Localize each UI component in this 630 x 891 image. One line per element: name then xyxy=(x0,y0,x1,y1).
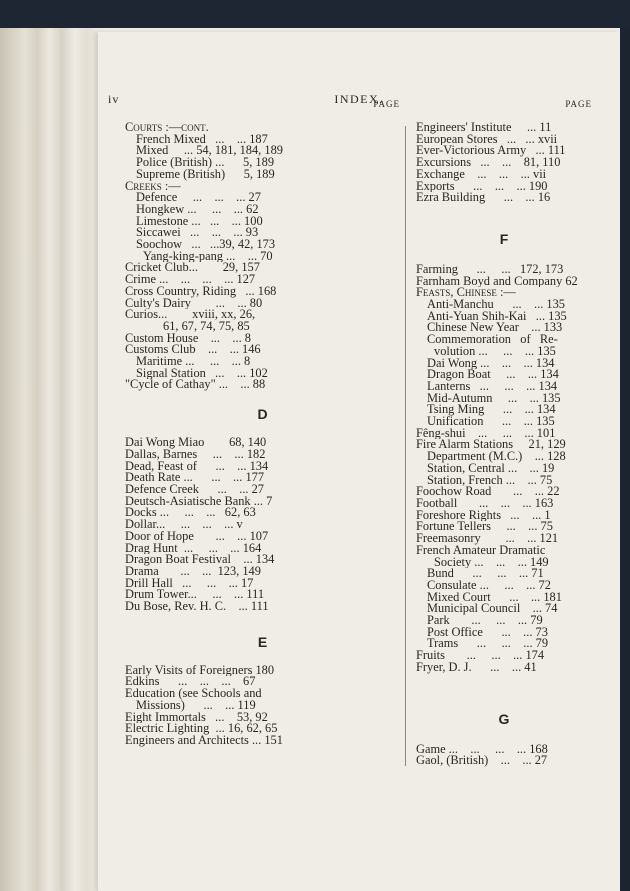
index-entry: Engineers' Institute ... 11 xyxy=(416,122,552,134)
index-entry: Dragon Boat ... ... 134 xyxy=(427,369,559,381)
index-entry: Society ... ... ... 149 xyxy=(434,556,549,569)
index-entry: Excursions ... ... 81, 110 xyxy=(416,157,561,169)
index-entry: Fryer, D. J. ... ... 41 xyxy=(416,661,537,674)
index-entry: Custom House ... ... 8 xyxy=(125,332,251,345)
index-entry: Eight Immortals ... 53, 92 xyxy=(125,711,268,724)
index-entry: Station, Central ... ... 19 xyxy=(427,462,555,475)
section-d-entries xyxy=(125,437,400,613)
index-entry: Courts :—cont. xyxy=(125,122,209,134)
page-column-label: PAGE xyxy=(565,99,592,109)
index-entry: Farnham Boyd and Company 62 xyxy=(416,275,578,288)
page-title: INDEX. xyxy=(334,92,384,106)
index-entry: Park ... ... ... 79 xyxy=(427,615,543,627)
index-entry: volution ... ... ... 135 xyxy=(434,345,556,358)
index-entry: Electric Lighting ... 16, 62, 65 xyxy=(125,723,278,735)
index-entry: Fortune Tellers ... ... 75 xyxy=(416,521,553,534)
section-letter-e: E xyxy=(257,633,268,650)
index-entry: Cricket Club... 29, 157 xyxy=(125,262,260,275)
index-entry: Death Rate ... ... ... 177 xyxy=(125,472,265,484)
index-entry: Commemoration of Re- xyxy=(427,334,558,346)
index-entry: Mixed ... 54, 181, 184, 189 xyxy=(136,145,283,158)
index-entry: Farming ... ... 172, 173 xyxy=(416,263,564,276)
index-entry: Cross Country, Riding ... 168 xyxy=(125,285,277,298)
index-entry: Siccawei ... ... ... 93 xyxy=(136,227,259,240)
index-entry: Soochow ... ...39, 42, 173 xyxy=(136,239,276,251)
page-column-label: PAGE xyxy=(373,99,400,109)
index-entry: Anti-Manchu ... ... 135 xyxy=(427,299,566,311)
index-entry: Drill Hall ... ... ... 17 xyxy=(125,577,254,590)
index-entry: Docks ... ... ... 62, 63 xyxy=(125,507,256,520)
index-entry: Foreshore Rights ... ... 1 xyxy=(416,509,551,522)
index-entry: Ever-Victorious Army ... 111 xyxy=(416,145,566,158)
index-entry: Drama ... ... 123, 149 xyxy=(125,565,261,578)
index-entry: Exports ... ... ... 190 xyxy=(416,180,548,193)
index-entry: Fruits ... ... ... 174 xyxy=(416,650,545,662)
index-entry: Exchange ... ... ... vii xyxy=(416,168,547,181)
index-entry: Dallas, Barnes ... ... 182 xyxy=(125,448,266,461)
index-entry: Curios... xviii, xx, 26, xyxy=(125,309,256,321)
index-entry: Dragon Boat Festival ... 134 xyxy=(125,554,275,566)
index-entry: Deutsch-Asiatische Bank ... 7 xyxy=(125,495,273,508)
index-entry: Drag Hunt ... ... ... 164 xyxy=(125,542,262,555)
index-entry: Education (see Schools and xyxy=(125,688,262,700)
index-entry: Municipal Council ... 74 xyxy=(427,603,558,616)
index-entry: Tsing Ming ... ... 134 xyxy=(427,404,556,417)
index-entry: Mixed Court ... ... 181 xyxy=(427,591,562,604)
index-entry: Missions) ... ... 119 xyxy=(136,699,256,712)
index-entry: Football ... ... ... 163 xyxy=(416,497,554,510)
section-f-entries xyxy=(416,264,592,674)
index-entry: Foochow Road ... ... 22 xyxy=(416,486,560,498)
index-entry: Du Bose, Rev. H. C. ... 111 xyxy=(125,601,269,613)
index-entry: Yang-king-pang ... ... 70 xyxy=(143,250,273,263)
index-entry: Maritime ... ... ... 8 xyxy=(136,356,251,368)
index-entry: European Stores ... ... xvii xyxy=(416,133,558,146)
index-entry: Gaol, (British) ... ... 27 xyxy=(416,755,548,767)
index-entry: Fire Alarm Stations 21, 129 xyxy=(416,439,566,452)
index-entry: Early Visits of Foreigners 180 xyxy=(125,664,275,677)
index-entry: Chinese New Year ... 133 xyxy=(427,322,563,335)
index-entry: Station, French ... ... 75 xyxy=(427,474,553,487)
index-entry: Anti-Yuan Shih-Kai ... 135 xyxy=(427,310,567,323)
index-entry: Limestone ... ... ... 100 xyxy=(136,215,263,228)
index-entry: Crime ... ... ... ... 127 xyxy=(125,274,256,286)
index-entry: Engineers and Architects ... 151 xyxy=(125,734,283,747)
index-entry: 61, 67, 74, 75, 85 xyxy=(163,320,250,333)
index-entry: Customs Club ... ... 146 xyxy=(125,344,261,357)
index-entry: Dai Wong Miao 68, 140 xyxy=(125,437,267,449)
index-entry: Defence Creek ... ... 27 xyxy=(125,483,265,496)
section-letter-f: F xyxy=(499,230,509,247)
index-entry: Trams ... ... ... 79 xyxy=(427,638,549,651)
book-cover xyxy=(0,0,630,28)
index-entry: Mid-Autumn ... ... 135 xyxy=(427,392,561,405)
index-entry: Defence ... ... ... 27 xyxy=(136,192,261,204)
section-g-entries xyxy=(416,744,592,767)
index-entry: "Cycle of Cathay" ... ... 88 xyxy=(125,379,266,392)
right-entries xyxy=(416,122,592,204)
index-entry: Freemasonry ... ... 121 xyxy=(416,533,559,545)
index-entry: Drum Tower... ... ... 111 xyxy=(125,589,265,602)
index-entry: French Mixed ... ... 187 xyxy=(136,133,268,146)
index-entry: Department (M.C.) ... 128 xyxy=(427,451,566,463)
index-column-right xyxy=(416,96,592,767)
left-entries xyxy=(125,122,400,391)
index-entry: Bund ... ... ... 71 xyxy=(427,568,544,580)
index-entry: Edkins ... ... ... 67 xyxy=(125,676,256,689)
index-entry: Game ... ... ... ... 168 xyxy=(416,743,548,756)
index-entry: Dead, Feast of ... ... 134 xyxy=(125,460,269,473)
index-entry: Supreme (British) 5, 189 xyxy=(136,168,275,181)
index-entry: Post Office ... ... 73 xyxy=(427,626,548,639)
section-letter-d: D xyxy=(257,406,268,423)
index-entry: Unification ... ... 135 xyxy=(427,416,555,428)
page-number: iv xyxy=(108,92,120,106)
index-entry: Feasts, Chinese :— xyxy=(416,287,516,300)
section-e-entries xyxy=(125,665,400,747)
index-entry: Fêng-shui ... ... ... 101 xyxy=(416,427,556,440)
index-entry: Culty's Dairy ... ... 80 xyxy=(125,297,263,310)
index-entry: French Amateur Dramatic xyxy=(416,544,546,557)
index-entry: Dollar... ... ... ... v xyxy=(125,519,243,531)
column-divider xyxy=(405,126,406,766)
index-column-left xyxy=(125,96,400,747)
index-entry: Creeks :— xyxy=(125,180,181,193)
index-entry: Door of Hope ... ... 107 xyxy=(125,530,269,543)
index-entry: Dai Wong ... ... ... 134 xyxy=(427,357,555,370)
section-letter-g: G xyxy=(498,710,510,727)
index-entry: Lanterns ... ... ... 134 xyxy=(427,380,558,393)
index-entry: Police (British) ... 5, 189 xyxy=(136,157,275,169)
index-entry: Consulate ... ... ... 72 xyxy=(427,579,551,592)
index-entry: Ezra Building ... ... 16 xyxy=(416,192,551,204)
index-entry: Signal Station ... ... 102 xyxy=(136,367,268,380)
index-entry: Hongkew ... ... ... 62 xyxy=(136,203,259,216)
